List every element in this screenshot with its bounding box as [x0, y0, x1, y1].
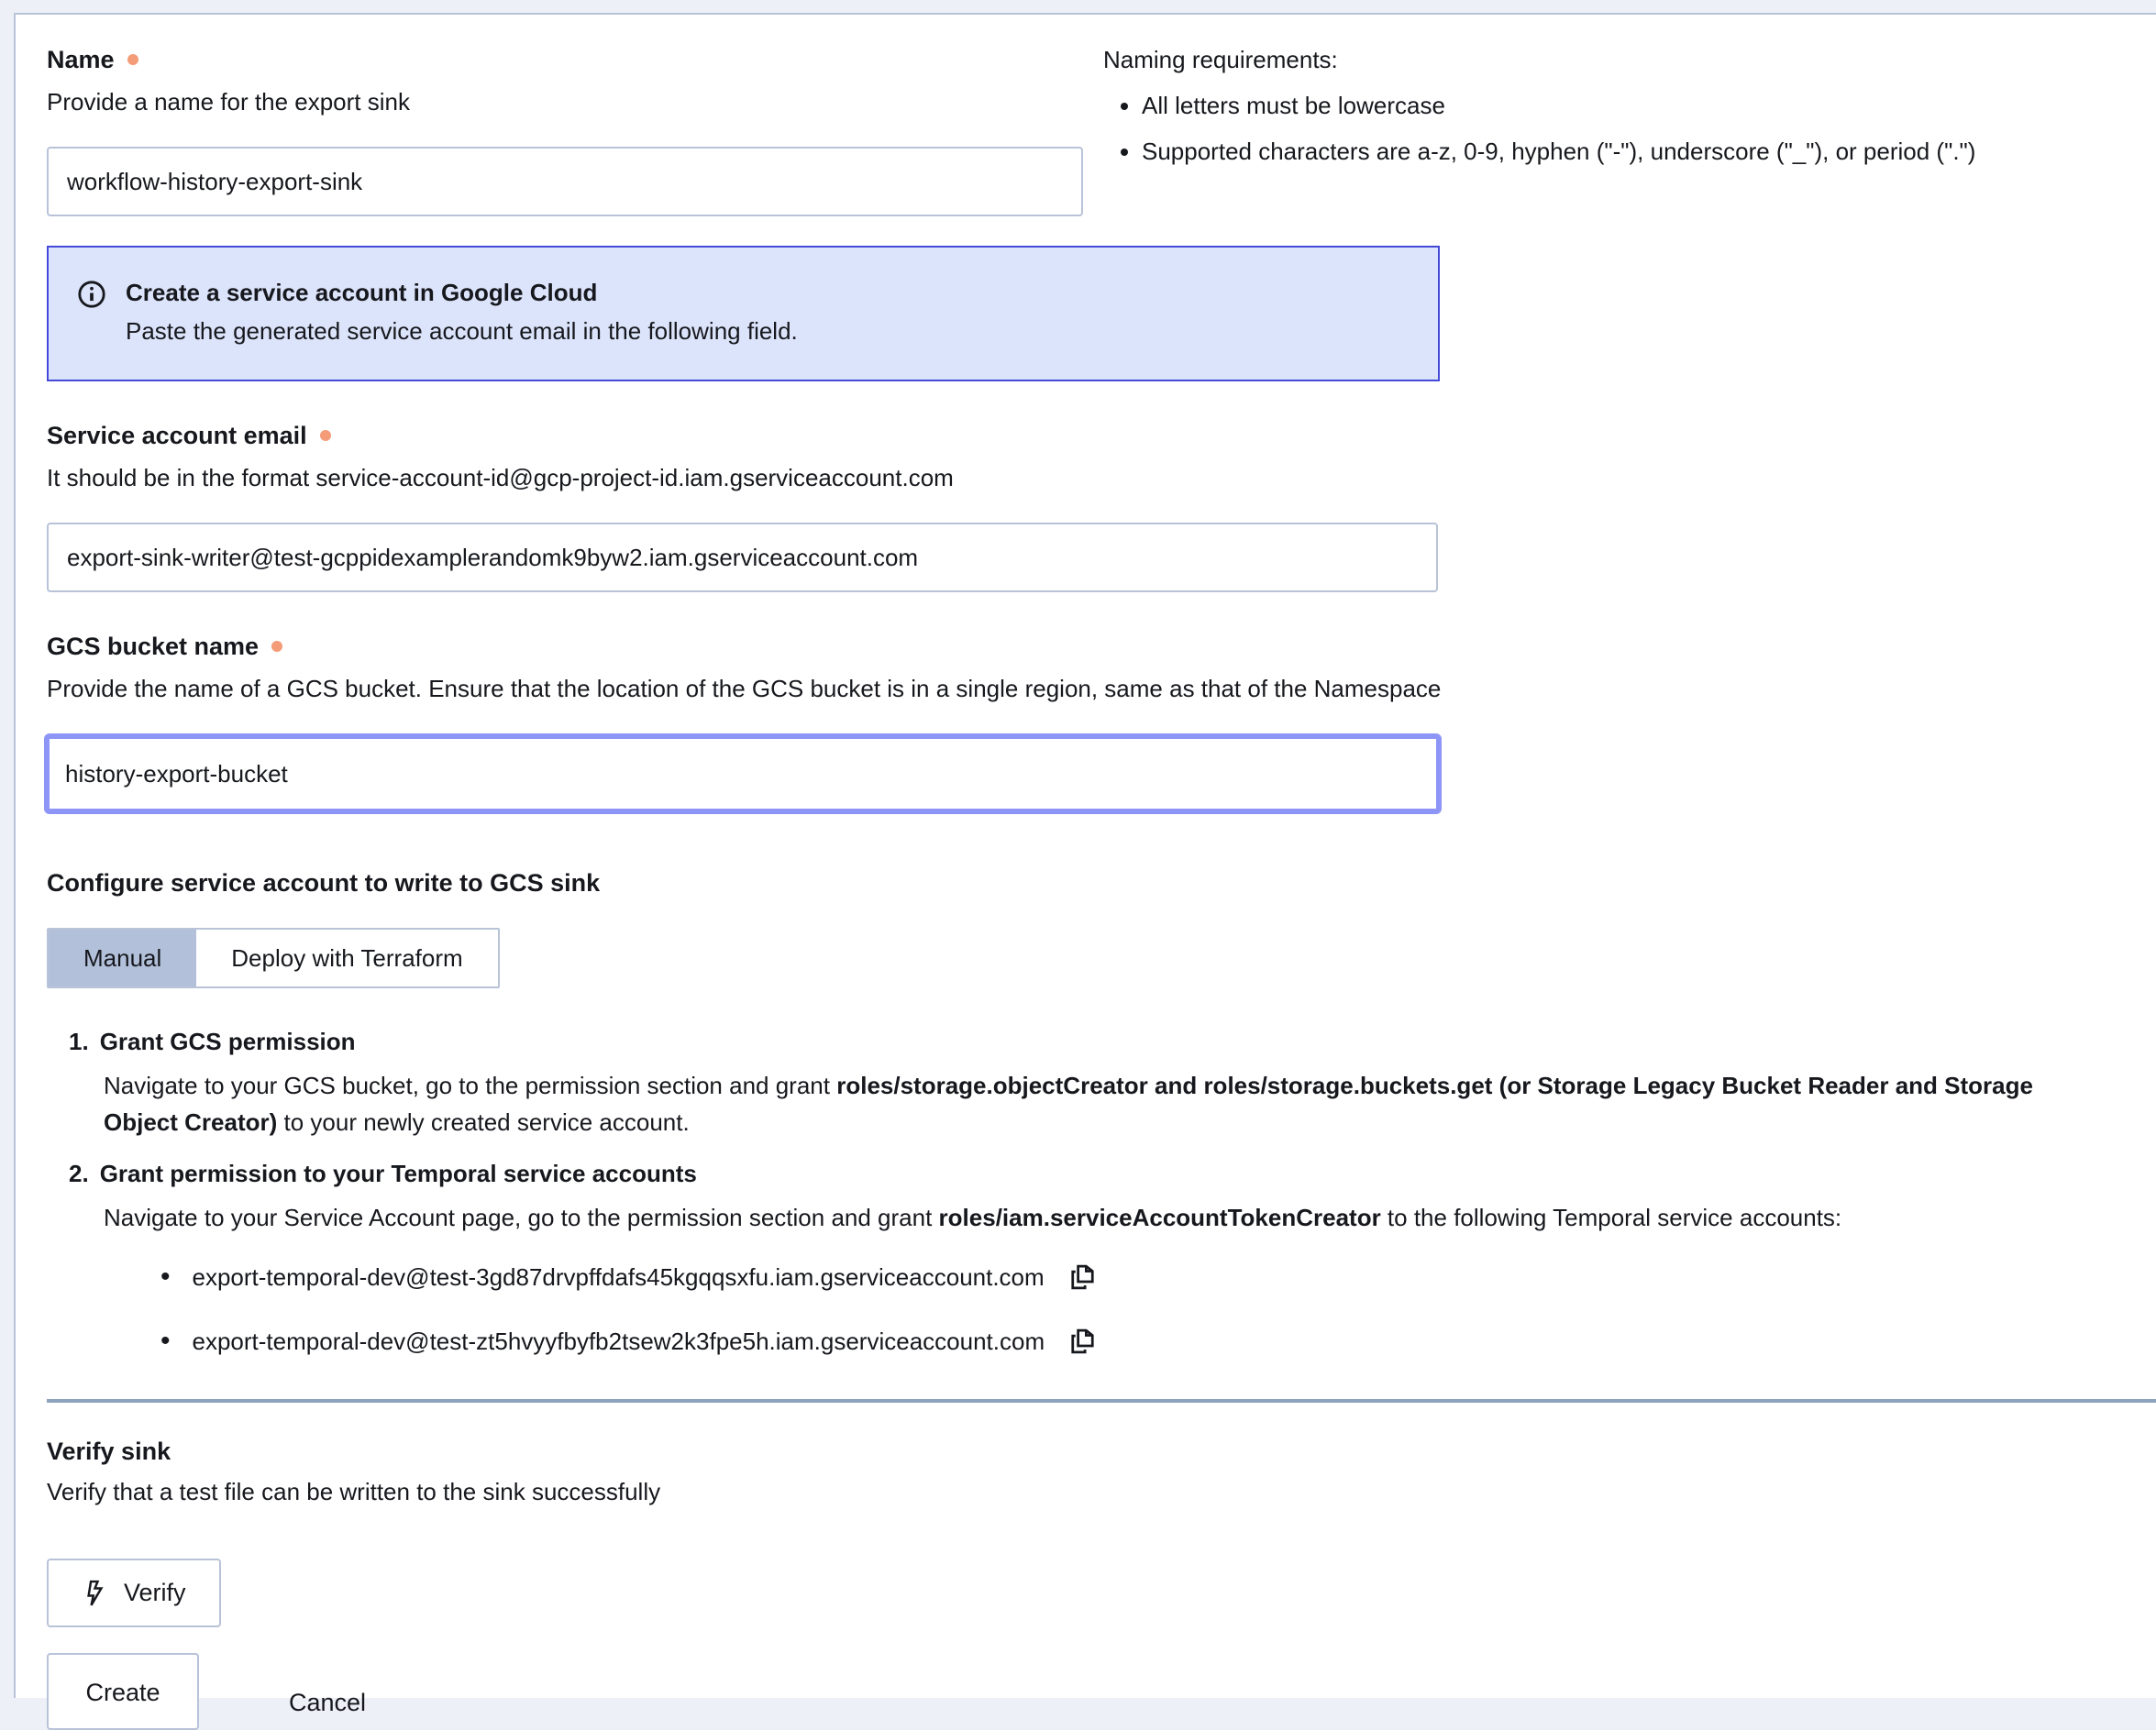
step-2-body-prefix: Navigate to your Service Account page, go to the permission section and grant [104, 1204, 939, 1231]
export-sink-form-panel [14, 13, 2156, 1698]
tab-deploy-with-terraform[interactable]: Deploy with Terraform [196, 930, 497, 986]
step-1-body-suffix: to your newly created service account. [277, 1108, 689, 1136]
gcs-bucket-name-input[interactable] [44, 733, 1442, 814]
name-label-text: Name [47, 42, 115, 77]
create-button-label: Create [85, 1679, 160, 1707]
copy-icon [1068, 1328, 1096, 1355]
required-dot-icon [127, 54, 138, 65]
step-1-header [69, 1023, 2119, 1060]
name-description: Provide a name for the export sink [47, 84, 1083, 119]
info-banner-title: Create a service account in Google Cloud [126, 275, 798, 310]
step-2-title: Grant permission to your Temporal service accounts [100, 1155, 697, 1192]
info-banner [47, 246, 1440, 381]
service-account-label-text: Service account email [47, 418, 307, 453]
required-dot-icon [271, 641, 282, 652]
name-input[interactable] [47, 147, 1083, 216]
create-button[interactable] [47, 1653, 199, 1730]
naming-requirements-title: Naming requirements: [1103, 42, 2128, 77]
bucket-description: Provide the name of a GCS bucket. Ensure that the location of the GCS bucket is in a single region, same as that of the Namespace [47, 671, 2156, 706]
form-actions [47, 1653, 2156, 1730]
cancel-button[interactable] [289, 1667, 366, 1717]
info-circle-icon [76, 279, 107, 348]
tab-manual[interactable]: Manual [49, 930, 196, 986]
step-1-body [104, 1067, 2107, 1140]
name-field-group [47, 42, 1083, 216]
verify-sink-title: Verify sink [47, 1434, 2156, 1469]
step-2-header [69, 1155, 2119, 1192]
step-2-number: 2. [69, 1155, 89, 1192]
copy-button[interactable] [1068, 1328, 1096, 1355]
step-1-title: Grant GCS permission [100, 1023, 356, 1060]
verify-sink-description: Verify that a test file can be written to the sink successfully [47, 1474, 2156, 1509]
temporal-service-account-email: • export-temporal-dev@test-zt5hvyyfbyfb2tsew2k3fpe5h.iam.gserviceaccount.com [193, 1324, 1045, 1359]
configure-tab-group [47, 928, 500, 988]
lightning-bolt-icon [82, 1579, 109, 1608]
service-account-description: It should be in the format service-account-id@gcp-project-id.iam.gserviceaccount.com [47, 460, 2156, 495]
step-2-body [104, 1199, 2107, 1236]
naming-requirements [1103, 42, 2156, 216]
service-account-label [47, 418, 2156, 453]
step-1-body-roles: roles/storage.objectCreator and roles/storage.buckets.get (or Storage Legacy Bucket Reader and Storage Object Creator) [104, 1072, 2033, 1136]
naming-requirement-item: • Supported characters are a-z, 0-9, hyphen ("-"), underscore ("_"), or period (".") [1142, 134, 2128, 169]
temporal-service-accounts-list [160, 1260, 2119, 1359]
info-banner-text [126, 275, 798, 348]
step-1-number: 1. [69, 1023, 89, 1060]
section-divider [47, 1399, 2156, 1403]
info-banner-description: Paste the generated service account email in the following field. [126, 314, 798, 348]
list-item [160, 1260, 2119, 1295]
copy-button[interactable] [1068, 1263, 1096, 1291]
name-label [47, 42, 1083, 77]
naming-requirement-item: • All letters must be lowercase [1142, 88, 2128, 123]
configure-section-title: Configure service account to write to GCS sink [47, 865, 2156, 900]
bucket-label [47, 629, 2156, 664]
step-2-body-roles: roles/iam.serviceAccountTokenCreator [939, 1204, 1381, 1231]
service-account-email-input[interactable] [47, 523, 1438, 592]
naming-requirements-list [1103, 88, 2128, 169]
step-2-body-suffix: to the following Temporal service accounts: [1381, 1204, 1841, 1231]
bucket-label-text: GCS bucket name [47, 629, 259, 664]
verify-button[interactable] [47, 1559, 221, 1627]
copy-icon [1068, 1263, 1096, 1291]
manual-steps [47, 1023, 2156, 1359]
verify-button-label: Verify [124, 1579, 186, 1607]
name-and-requirements-row [47, 42, 2156, 216]
cancel-button-label: Cancel [289, 1689, 366, 1716]
step-1-body-prefix: Navigate to your GCS bucket, go to the permission section and grant [104, 1072, 836, 1099]
service-account-field-group [47, 418, 2156, 592]
list-item [160, 1324, 2119, 1359]
temporal-service-account-email: • export-temporal-dev@test-3gd87drvpffdafs45kgqqsxfu.iam.gserviceaccount.com [193, 1260, 1045, 1295]
required-dot-icon [320, 430, 331, 441]
bucket-field-group [47, 629, 2156, 814]
